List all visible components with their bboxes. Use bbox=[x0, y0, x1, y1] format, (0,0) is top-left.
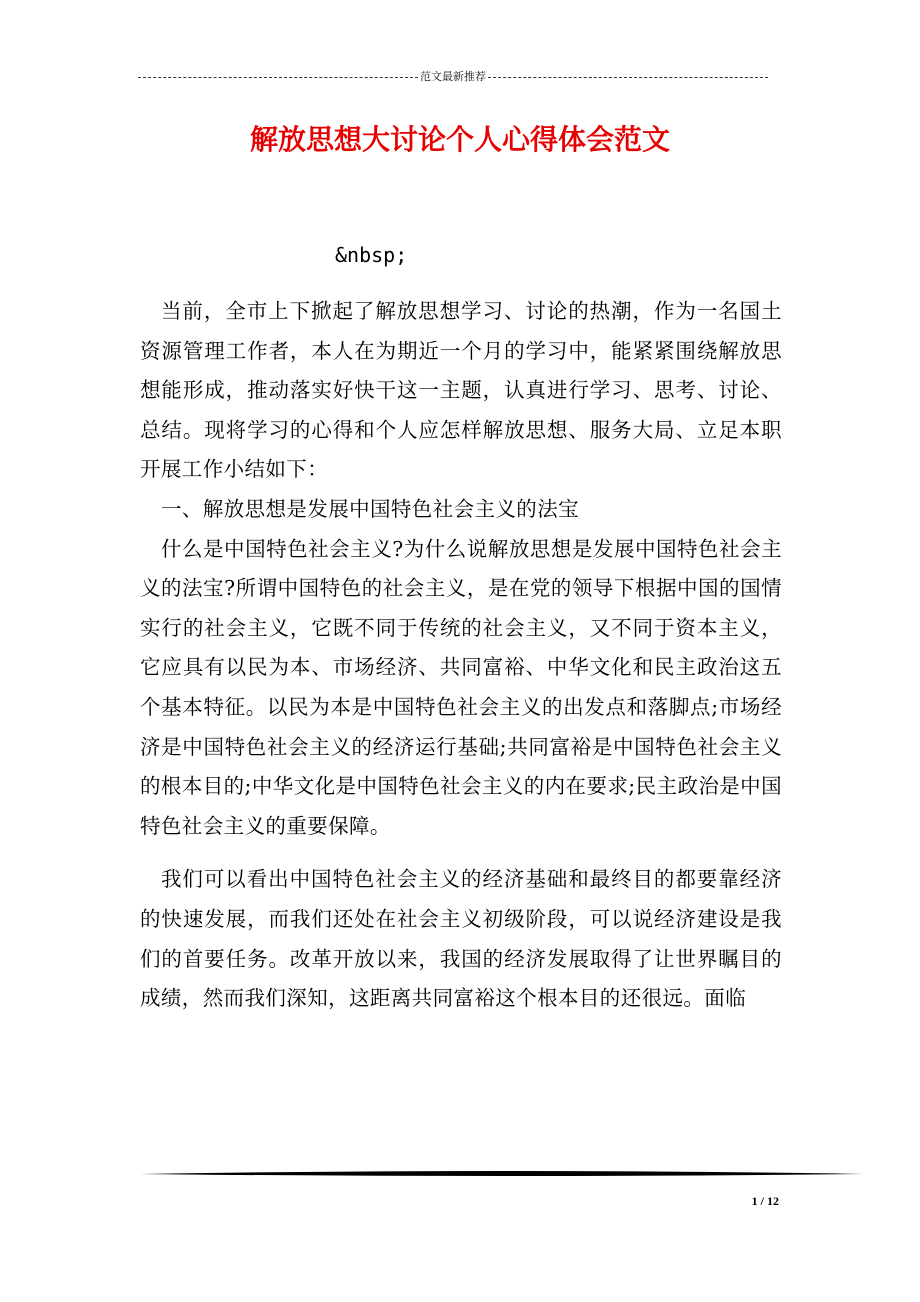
footer-divider bbox=[140, 1169, 864, 1179]
paragraph-definition: 什么是中国特色社会主义?为什么说解放思想是发展中国特色社会主义的法宝?所谓中国特色的社会主义，是在党的领导下根据中国的国情实行的社会主义，它既不同于传统的社会主义，又不同于资本主义，它应具有以民为本、市场经济、共同富裕、中华文化和民主政治这五个基本特征。以民为本是中国特色社会主义的出发点和落脚点;市场经济是中国特色社会主义的经济运行基础;共同富裕是中国特色社会主义的根本目的;中华文化是中国特色社会主义的内在要求;民主政治是中国特色社会主义的重要保障。 bbox=[140, 536, 782, 838]
document-title: 解放思想大讨论个人心得体会范文 bbox=[249, 123, 670, 156]
header-label: 范文最新推荐 bbox=[420, 70, 486, 83]
page-number: 1 / 12 bbox=[751, 1194, 779, 1208]
paragraph-intro: 当前，全市上下掀起了解放思想学习、讨论的热潮，作为一名国土资源管理工作者，本人在为期近一个月的学习中，能紧紧围绕解放思想能形成，推动落实好快干这一主题，认真进行学习、思考、讨论、总结。现将学习的心得和个人应怎样解放思想、服务大局、立足本职开展工作小结如下： bbox=[140, 299, 782, 482]
document-body bbox=[140, 292, 782, 1019]
header-dash-left bbox=[138, 77, 418, 78]
nbsp-text: &nbsp; bbox=[335, 243, 408, 267]
paragraph-economy: 我们可以看出中国特色社会主义的经济基础和最终目的都要靠经济的快速发展，而我们还处在社会主义初级阶段，可以说经济建设是我们的首要任务。改革开放以来，我国的经济发展取得了让世界瞩目的成绩，然而我们深知，这距离共同富裕这个根本目的还很远。面临 bbox=[140, 867, 782, 1011]
page-header bbox=[138, 68, 768, 86]
section-heading-1: 一、解放思想是发展中国特色社会主义的法宝 bbox=[161, 496, 579, 521]
header-dash-right bbox=[488, 77, 768, 78]
